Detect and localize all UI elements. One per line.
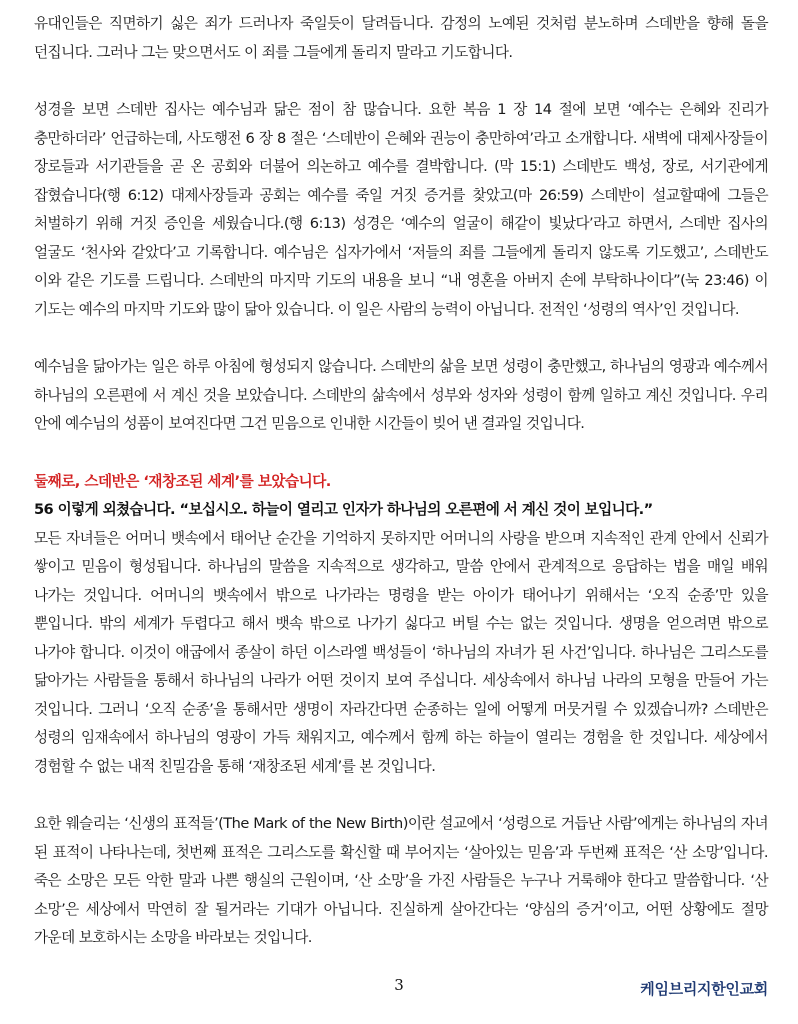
paragraph-gap bbox=[34, 67, 768, 96]
paragraph-2: 성경을 보면 스데반 집사는 예수님과 닮은 점이 참 많습니다. 요한 복음 1 장 14 절에 보면 ‘예수는 은혜와 진리가 충만하더라’ 언급하는데, 사도행전 6 장 8 절은 ‘스데반이 은혜와 권능이 충만하여’라고 소개합니다. 새벽에 대제사장들이 장로들과 서기관들을 곧 온 공회와 더불어 의논하고 예수를 결박합니다. (막 15:1) 스데반도 백성, 장로, 서기관에게 잡혔습니다(행 6:12) 대제사장들과 공회는 예수를 죽일 거짓 증거를 찾았고(마 26:59) 스데반이 설교할때에 그들은 처벌하기 위해 거짓 증인을 세웠습니다.(행 6:13) 성경은 ‘예수의 얼굴이 해같이 빛났다’라고 하면서, 스데반 집사의 얼굴도 ‘천사와 같았다’고 기록합니다. 예수님은 십자가에서 ‘저들의 죄를 그들에게 돌리지 않도록 기도했고’, 스데반도 이와 같은 기도를 드립니다. 스데반의 마지막 기도의 내용을 보니 “내 영혼을 아버지 손에 부탁하나이다”(눅 23:46) 이 기도는 예수의 마지막 기도와 많이 닮아 있습니다. 이 일은 사람의 능력이 아닙니다. 전적인 ‘성령의 역사’인 것입니다. bbox=[34, 101, 768, 318]
church-name: 케임브리지한인교회 bbox=[640, 980, 768, 998]
paragraph-4: 모든 자녀들은 어머니 뱃속에서 태어난 순간을 기억하지 못하지만 어머니의 사랑을 받으며 지속적인 관계 안에서 신뢰가 쌓이고 믿음이 형성됩니다. 하나님의 말씀을 지속적으로 생각하고, 말씀 안에서 관계적으로 응답하는 법을 매일 배워 나가는 것입니다. 어머니의 뱃속에서 밖으로 나가라는 명령을 받는 아이가 태어나기 위해서는 ‘오직 순종’만 있을 뿐입니다. 밖의 세계가 두렵다고 해서 뱃속 밖으로 나가기 싫다고 버틸 수는 없는 것입니다. 생명을 얻으려면 밖으로 나가야 합니다. 이것이 애굽에서 종살이 하던 이스라엘 백성들이 ‘하나님의 자녀가 된 사건’입니다. 하나님은 그리스도를 닮아가는 사람들을 통해서 하나님의 나라가 어떤 것이지 보여 주십니다. 세상속에서 하나님 나라의 모형을 만들어 가는 것입니다. 그러니 ‘오직 순종’을 통해서만 생명이 자라간다면 순종하는 일에 어떻게 머뭇거릴 수 있겠습니까? 스데반은 성령의 임재속에서 하나님의 영광이 가득 채워지고, 예수께서 함께 하는 하늘이 열리는 경험을 한 것입니다. 세상에서 경험할 수 없는 내적 친밀감을 통해 ‘재창조된 세계’를 본 것입니다. bbox=[34, 529, 768, 775]
scripture-quote: 56 이렇게 외쳤습니다. “보십시오. 하늘이 열리고 인자가 하나님의 오른편에 서 계신 것이 보입니다.” bbox=[34, 501, 653, 518]
paragraph-gap bbox=[34, 781, 768, 810]
paragraph-gap bbox=[34, 324, 768, 353]
paragraph-3: 예수님을 닮아가는 일은 하루 아침에 형성되지 않습니다. 스데반의 삶을 보면 성령이 충만했고, 하나님의 영광과 예수께서 하나님의 오른편에 서 계신 것을 보았습니다. 스데반의 삶속에서 성부와 성자와 성령이 함께 일하고 계신 것입니다. 우리 안에 예수님의 성품이 보여진다면 그건 믿음으로 인내한 시간들이 빚어 낸 결과일 것입니다. bbox=[34, 358, 768, 432]
paragraph-gap bbox=[34, 439, 768, 468]
page-number: 3 bbox=[394, 976, 404, 994]
document-body bbox=[34, 10, 768, 953]
section-heading: 둘째로, 스데반은 ‘재창조된 세계’를 보았습니다. bbox=[34, 472, 331, 490]
paragraph-1: 유대인들은 직면하기 싫은 죄가 드러나자 죽일듯이 달려듭니다. 감정의 노예된 것처럼 분노하며 스데반을 향해 돌을 던집니다. 그러나 그는 맞으면서도 이 죄를 그들에게 돌리지 말라고 기도합니다. bbox=[34, 15, 768, 61]
paragraph-5: 요한 웨슬리는 ‘신생의 표적들’(The Mark of the New Birth)이란 설교에서 ‘성령으로 거듭난 사람’에게는 하나님의 자녀 된 표적이 나타나는데, 첫번째 표적은 그리스도를 확신할 때 부어지는 ‘살아있는 믿음’과 두번째 표적은 ‘산 소망’입니다. 죽은 소망은 모든 악한 말과 나쁜 행실의 근원이며, ‘산 소망’을 가진 사람들은 누구나 거룩해야 한다고 말씀합니다. ‘산 소망’은 세상에서 막연히 잘 될거라는 기대가 아닙니다. 진실하게 살아간다는 ‘양심의 증거’이고, 어떤 상황에도 절망 가운데 보호하시는 소망을 바라보는 것입니다. bbox=[34, 815, 768, 946]
